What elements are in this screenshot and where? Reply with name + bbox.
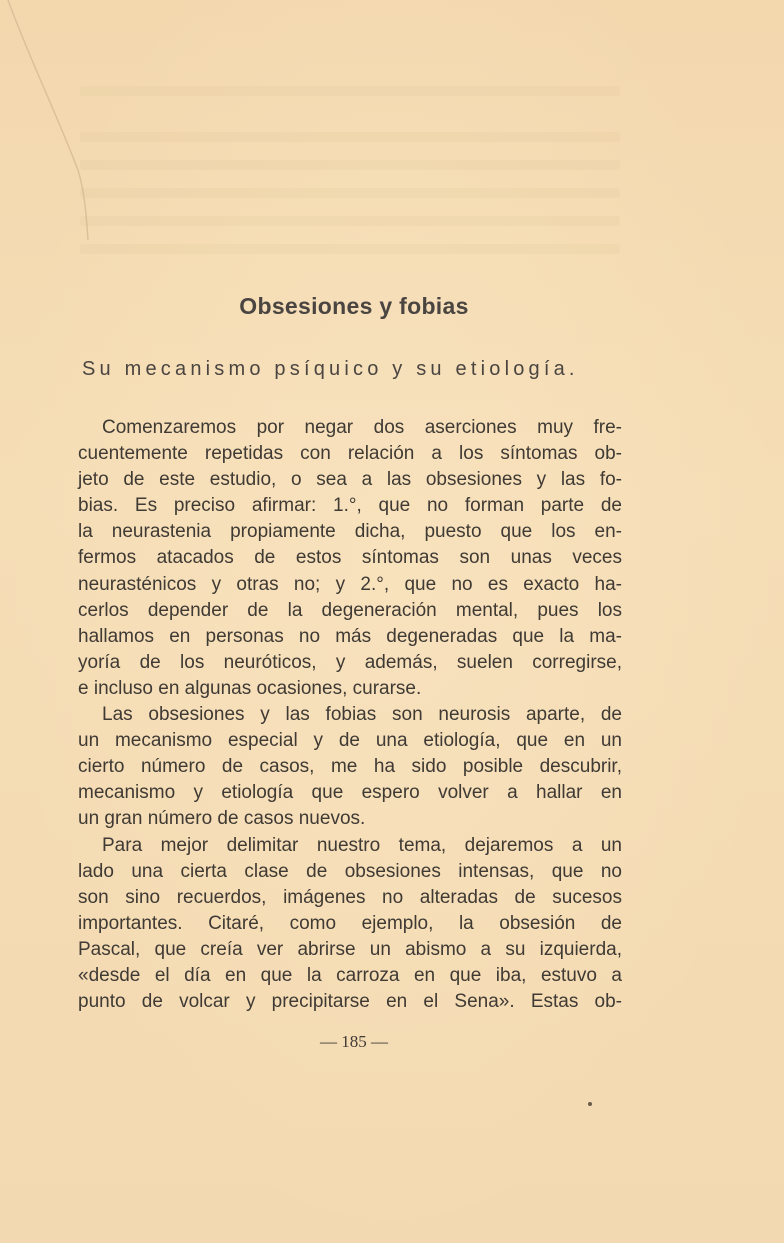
text-line: Pascal, que creía ver abrirse un abismo a su izquierda, (78, 938, 622, 960)
text-line: e incluso en algunas ocasiones, curarse. (78, 677, 422, 699)
text-line: «desde el día en que la carroza en que iba, estuvo a (78, 964, 622, 986)
text-line: importantes. Citaré, como ejemplo, la obsesión de (78, 912, 622, 934)
text-line: mecanismo y etiología que espero volver a hallar en (78, 782, 622, 804)
text-line: punto de volcar y precipitarse en el Sena». Estas ob- (78, 991, 622, 1013)
bleed-through-line (80, 244, 620, 254)
ink-speck (588, 1102, 592, 1106)
body-text (78, 415, 622, 1015)
chapter-subtitle: Su mecanismo psíquico y su etiología. (82, 358, 579, 380)
text-line: neurasténicos y otras no; y 2.°, que no es exacto ha- (78, 573, 622, 595)
text-line: yoría de los neuróticos, y además, suelen corregirse, (78, 651, 622, 673)
text-line: bias. Es preciso afirmar: 1.°, que no forman parte de (78, 495, 622, 517)
bleed-through-line (80, 86, 620, 96)
text-line: cerlos depender de la degeneración mental, pues los (78, 599, 622, 621)
text-line: son sino recuerdos, imágenes no alteradas de sucesos (78, 886, 622, 908)
text-line: cierto número de casos, me ha sido posible descubrir, (78, 756, 622, 778)
text-line: Para mejor delimitar nuestro tema, dejaremos a un (102, 834, 622, 856)
text-line: lado una cierta clase de obsesiones intensas, que no (78, 860, 622, 882)
bleed-through-line (80, 132, 620, 142)
bleed-through-line (80, 216, 620, 226)
text-line: un gran número de casos nuevos. (78, 808, 366, 830)
text-line: cuentemente repetidas con relación a los síntomas ob- (78, 443, 622, 465)
text-line: fermos atacados de estos síntomas son unas veces (78, 547, 622, 569)
page-number: — 185 — (320, 1032, 388, 1051)
text-line: un mecanismo especial y de una etiología, que en un (78, 730, 622, 752)
text-line: Comenzaremos por negar dos aserciones muy fre- (102, 417, 622, 438)
text-line: jeto de este estudio, o sea a las obsesiones y las fo- (78, 469, 622, 491)
bleed-through-line (80, 160, 620, 170)
text-line: Las obsesiones y las fobias son neurosis aparte, de (102, 704, 622, 726)
text-line: la neurastenia propiamente dicha, puesto que los en- (78, 521, 622, 543)
chapter-title: Obsesiones y fobias (239, 293, 469, 319)
bleed-through-line (80, 188, 620, 198)
text-line: hallamos en personas no más degeneradas que la ma- (78, 625, 622, 647)
